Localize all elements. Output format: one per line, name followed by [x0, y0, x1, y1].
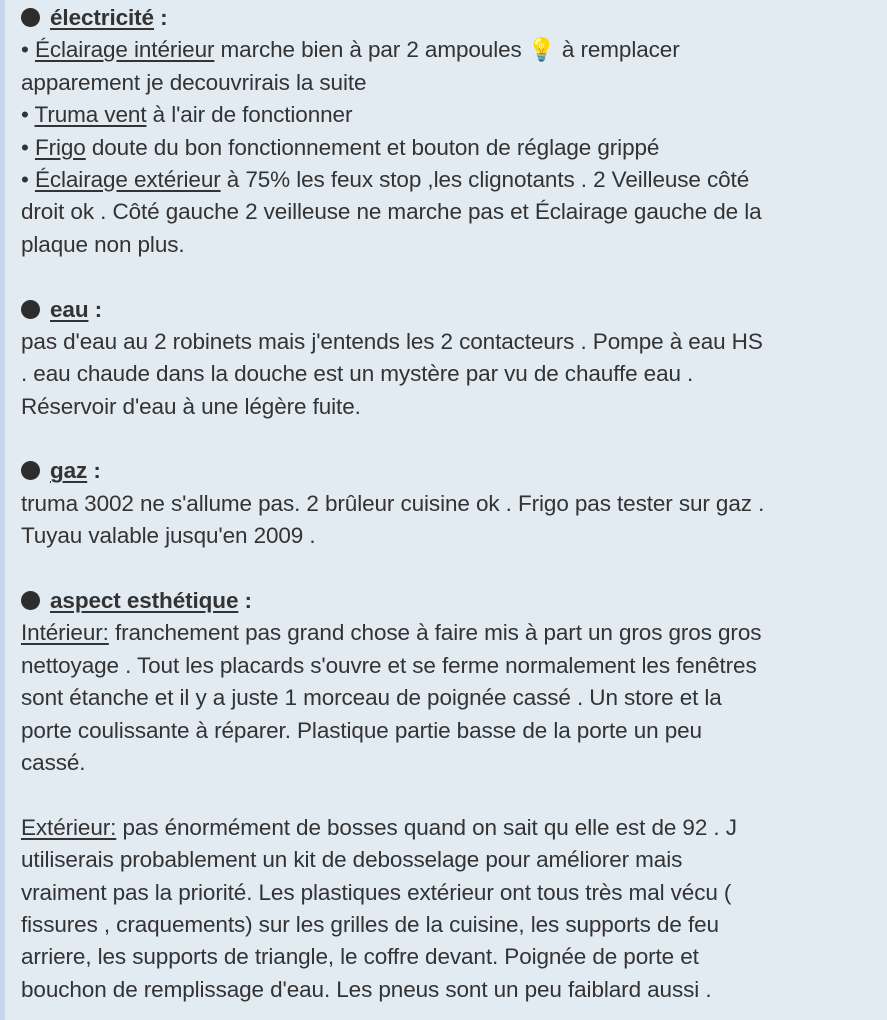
text-line	[21, 585, 887, 617]
text-segment: •	[21, 134, 35, 160]
text-segment: Réservoir d'eau à une légère fuite.	[21, 393, 361, 419]
text-line	[21, 196, 887, 228]
text-line	[21, 650, 887, 682]
bullet-dot-icon	[21, 591, 40, 610]
text-line	[21, 909, 887, 941]
bullet-dot-icon	[21, 300, 40, 319]
text-segment: cassé.	[21, 749, 86, 775]
text-segment: nettoyage . Tout les placards s'ouvre et se ferme normalement les fenêtres	[21, 652, 757, 678]
text-line	[21, 67, 887, 99]
section-heading: :	[238, 588, 252, 614]
bullet-dot-icon	[21, 8, 40, 27]
text-segment: droit ok . Côté gauche 2 veilleuse ne marche pas et Éclairage gauche de la	[21, 199, 762, 225]
lightbulb-icon: 💡	[527, 37, 556, 63]
text-segment: •	[21, 166, 35, 192]
blank-line	[21, 553, 887, 585]
underlined-term: Éclairage intérieur	[34, 37, 215, 63]
text-line	[21, 617, 887, 649]
text-line	[21, 877, 887, 909]
text-segment: utiliserais probablement un kit de debosselage pour améliorer mais	[21, 847, 683, 873]
text-segment: . eau chaude dans la douche est un mystère par vu de chauffe eau .	[21, 361, 694, 387]
bullet-dot-icon	[21, 461, 40, 480]
text-line	[21, 715, 887, 747]
underlined-term: Extérieur:	[21, 814, 117, 840]
text-line	[21, 941, 887, 973]
blank-line	[21, 779, 887, 811]
text-segment: sont étanche et il y a juste 1 morceau de poignée cassé . Un store et la	[21, 685, 722, 711]
underlined-term: Frigo	[34, 134, 86, 160]
text-segment: marche bien à par 2 ampoules	[214, 37, 528, 63]
text-line	[21, 455, 887, 487]
text-segment: plaque non plus.	[21, 231, 185, 257]
section-heading: :	[153, 5, 168, 30]
underlined-term: Éclairage extérieur	[34, 166, 221, 192]
text-line	[21, 34, 887, 66]
text-segment: Tuyau valable jusqu'en 2009 .	[21, 523, 316, 549]
text-segment: bouchon de remplissage d'eau. Les pneus sont un peu faiblard aussi .	[21, 976, 712, 1002]
section-heading: eau	[50, 296, 89, 322]
text-segment: •	[21, 102, 35, 128]
text-segment: à l'air de fonctionner	[146, 102, 353, 128]
text-segment: pas énormément de bosses quand on sait qu elle est de 92 . J	[116, 814, 737, 840]
text-segment: à 75% les feux stop ,les clignotants . 2 Veilleuse côté	[220, 166, 750, 192]
text-line	[21, 132, 887, 164]
text-line	[21, 358, 887, 390]
text-line	[21, 974, 887, 1006]
text-line	[21, 326, 887, 358]
text-segment: pas d'eau au 2 robinets mais j'entends les 2 contacteurs . Pompe à eau HS	[21, 328, 763, 354]
text-line	[21, 488, 887, 520]
text-line	[21, 682, 887, 714]
underlined-term: Intérieur:	[21, 620, 109, 646]
blank-line	[21, 423, 887, 455]
text-line	[21, 2, 887, 34]
blank-line	[21, 261, 887, 293]
text-line	[21, 747, 887, 779]
text-segment: •	[21, 37, 35, 63]
text-line	[21, 229, 887, 261]
text-segment: fissures , craquements) sur les grilles de la cuisine, les supports de feu	[21, 911, 719, 937]
text-line	[21, 294, 887, 326]
text-segment: apparement je decouvrirais la suite	[21, 69, 367, 95]
text-line	[21, 164, 887, 196]
text-segment: porte coulissante à réparer. Plastique partie basse de la porte un peu	[21, 717, 702, 743]
text-segment: arriere, les supports de triangle, le coffre devant. Poignée de porte et	[21, 944, 699, 970]
section-heading: électricité	[50, 5, 154, 30]
text-line	[21, 391, 887, 423]
text-line	[21, 520, 887, 552]
text-segment: truma 3002 ne s'allume pas. 2 brûleur cuisine ok . Frigo pas tester sur gaz .	[21, 490, 765, 516]
section-heading: gaz	[50, 458, 88, 484]
text-line	[21, 844, 887, 876]
text-line	[21, 812, 887, 844]
text-segment: franchement pas grand chose à faire mis à part un gros gros gros	[108, 620, 762, 646]
text-line	[21, 99, 887, 131]
section-heading: :	[87, 458, 101, 484]
text-segment: doute du bon fonctionnement et bouton de réglage grippé	[85, 134, 660, 160]
underlined-term: Truma vent	[34, 102, 147, 128]
text-segment: à remplacer	[555, 37, 680, 63]
section-heading: :	[88, 296, 103, 322]
section-heading: aspect esthétique	[50, 588, 239, 614]
text-segment: vraiment pas la priorité. Les plastiques extérieur ont tous très mal vécu (	[21, 879, 732, 905]
